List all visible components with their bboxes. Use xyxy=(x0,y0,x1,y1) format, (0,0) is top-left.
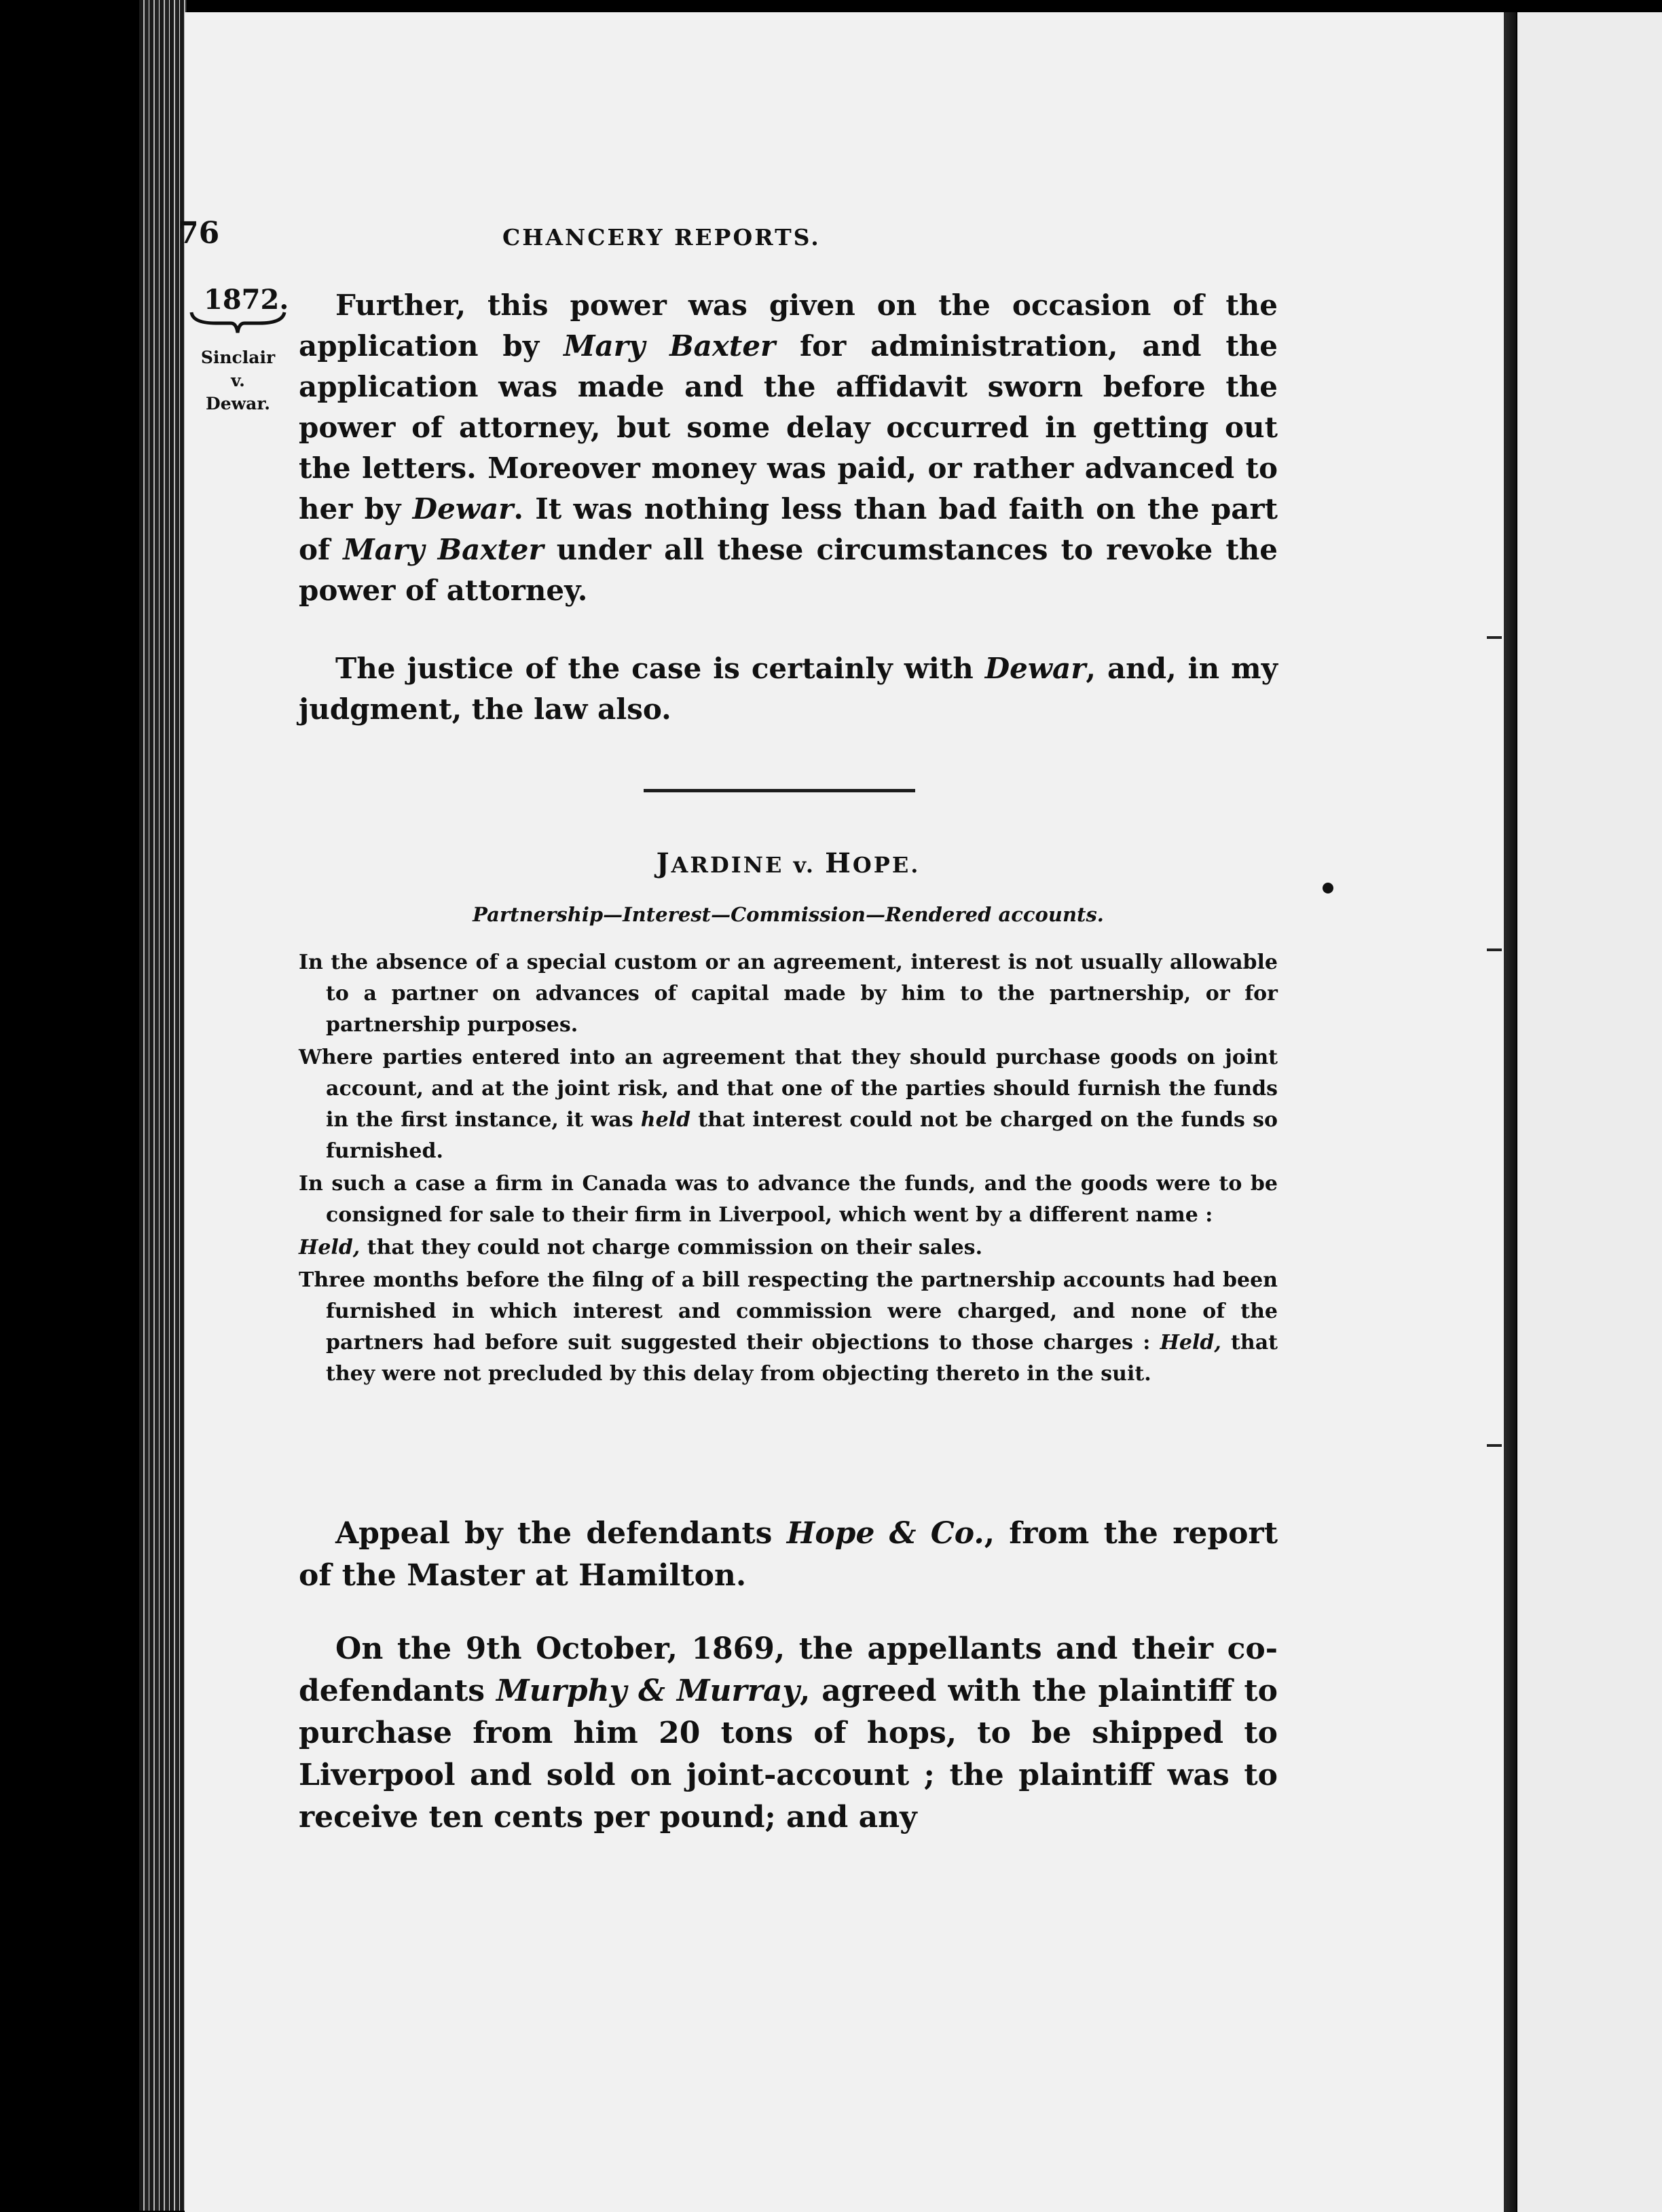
scan-mark xyxy=(1487,948,1502,951)
paragraph-revocation: Further, this power was given on the occasion of the application by Mary Baxter for administration, and the application was made and the affidavit sworn before the power of attorney, but some delay occurred in getting out the letters. Moreover money was paid, or rather advanced to her by Dewar. It was nothing less than bad faith on the part of Mary Baxter under all these circumstances to revoke the power of attorney. xyxy=(299,289,1278,607)
headnote: In such a case a firm in Canada was to advance the funds, and the goods were to be consigned for sale to their firm in Liverpool, which went by a different name : xyxy=(299,1172,1278,1227)
case-subject: Partnership—Interest—Commission—Rendered accounts. xyxy=(473,903,1104,926)
margin-year: 1872. xyxy=(204,284,289,316)
section-divider xyxy=(644,789,915,792)
margin-brace-icon xyxy=(189,307,287,337)
page-gutter xyxy=(1504,12,1516,2212)
party-name: Hope & Co. xyxy=(786,1516,984,1551)
book-spine-edge xyxy=(139,0,187,2211)
margin-case-name-1: Sinclair xyxy=(200,348,276,367)
running-head: CHANCERY REPORTS. xyxy=(502,224,821,251)
page-number: 76 xyxy=(178,216,220,251)
paragraph-judgment: The justice of the case is certainly with Dewar, and, in my judgment, the law also. xyxy=(299,652,1278,726)
party-name: Mary Baxter xyxy=(564,329,776,363)
paragraph-facts: On the 9th October, 1869, the appellants and their co-defendants Murphy & Murray, agreed with the plaintiff to purchase from him 20 tons of hops, to be shipped to Liverpool and sold on joint-account ; the plaintiff was to receive ten cents per pound; and any xyxy=(299,1632,1278,1835)
margin-versus: v. xyxy=(231,371,245,390)
headnote: In the absence of a special custom or an agreement, interest is not usually allowable to a partner on advances of capital made by him to the partnership, or for partnership purposes. xyxy=(299,951,1278,1037)
party-name: Dewar xyxy=(984,652,1086,685)
party-name: Mary Baxter xyxy=(343,533,544,566)
party-name: Dewar xyxy=(412,492,514,526)
margin-case-citation xyxy=(189,346,287,416)
headnote: Held, that they could not charge commission on their sales. xyxy=(299,1236,983,1259)
headnote: Where parties entered into an agreement that they should purchase goods on joint account, and at the joint risk, and that one of the parties should furnish the funds in the first instance, it was held that interest could not be charged on the funds so furnished. xyxy=(299,1046,1278,1163)
scan-speck xyxy=(1323,883,1333,893)
scan-mark xyxy=(1487,636,1502,639)
scan-mark xyxy=(1487,1444,1502,1447)
margin-case-name-2: Dewar. xyxy=(206,394,270,413)
party-name: Murphy & Murray xyxy=(496,1674,800,1708)
headnote: Three months before the filng of a bill respecting the partnership accounts had been furnished in which interest and commission were charged, and none of the partners had before suit suggested their objections to those charges : Held, that they were not precluded by this delay from objecting thereto in the suit. xyxy=(299,1268,1278,1386)
facing-page-edge xyxy=(1517,12,1662,2212)
paragraph-appeal: Appeal by the defendants Hope & Co., from the report of the Master at Hamilton. xyxy=(299,1516,1278,1593)
case-title: JARDINE v. HOPE. xyxy=(656,847,921,879)
headnotes xyxy=(299,947,1278,1391)
